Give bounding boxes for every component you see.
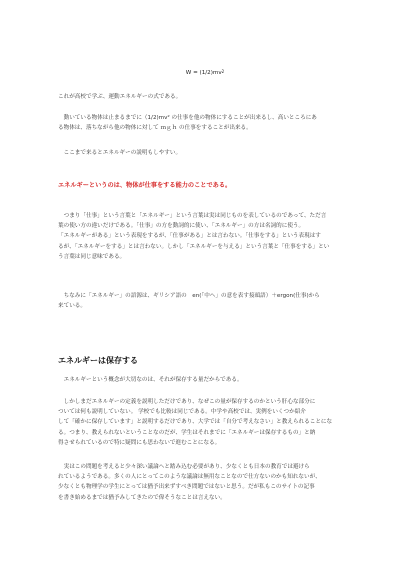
paragraph-line: 動いている物体は止まるまでに（1/2)mv² の仕事を他の物体にすることが出来るし、高いところにあ	[58, 115, 317, 121]
highlight-definition	[58, 181, 352, 191]
paragraph-transition	[58, 148, 352, 158]
paragraph-line: る。つまり、教えられないということなのだが、学生はそれまでに「エネルギーは保存するもの」と納	[58, 429, 316, 436]
highlight-line: エネルギーというのは、物体が仕事をする能力のことである。	[58, 182, 232, 189]
paragraph-line: しかしまだエネルギーの定義を説明しただけであり、なぜこの量が保存するのかという肝心な部分に	[58, 399, 316, 405]
paragraph-line: を書き始めるまでは猶予みしてきたので偉そうなことは言えない。	[58, 494, 226, 501]
paragraph-line: ついては何も説明していない。 学校でも比較は同じである。中学や高校では、実例をいくつか紹介	[58, 409, 306, 416]
paragraph-intro	[58, 92, 352, 102]
paragraph-line: つまり「仕事」という言葉と「エネルギー」という言葉は実は同じものを表しているのであって、ただ言	[58, 213, 327, 219]
formula-base: W = (1/2)mv	[185, 70, 222, 76]
paragraph-line: るが、「エネルギーをする」とは言わない。しかし「エネルギーを与える」という言葉と「仕事をする」とい	[58, 243, 330, 250]
formula-exponent: 2	[221, 69, 225, 74]
paragraph-work-vs-energy	[58, 211, 352, 262]
paragraph-line: エネルギーという概念が大切なのは、それが保存する量だからである。	[58, 377, 243, 383]
paragraph-line: ここまで来るとエネルギーの説明もしやすい。	[58, 150, 182, 156]
paragraph-line: 実はこの問題を考えると少々深い議論へと踏み込む必要があり、少なくとも日本の教育では避けら	[58, 464, 310, 470]
paragraph-definition-only	[58, 397, 352, 448]
paragraph-line: ちなみに「エネルギー」の語源は、ギリシア語の en(「中へ」の意を表す接頭語）＋ergon(仕事)から	[58, 293, 320, 299]
paragraph-line: う言葉は同じ意味である。	[58, 253, 126, 260]
paragraph-etymology	[58, 291, 352, 311]
paragraph-work-explanation	[58, 113, 352, 133]
paragraph-line: 「エネルギーがある」という表現をするが、「仕事がある」とは言わない。「仕事をする」という表現はす	[58, 233, 321, 240]
paragraph-line: る物体は、落ちながら他の物体に対して ｍｇｈ の仕事をすることが出来る。	[58, 125, 252, 132]
paragraph-line: これが高校で学ぶ、運動エネルギーの式である。	[58, 94, 182, 100]
section-heading: エネルギーは保存する	[58, 356, 138, 365]
paragraph-line: して「確かに保存しています」と説明するだけであり、大学では「自分で考えなさい」と教えられることにな	[58, 419, 333, 426]
paragraph-line: 来ている。	[58, 303, 86, 310]
paragraph-line: 葉の使い方の違いだけである。「仕事」の方を動詞的に使い、「エネルギー」の方は名詞的に使う。	[58, 223, 305, 230]
energy-formula	[0, 70, 410, 76]
paragraph-line: 少なくとも物理学の学生にとっては猶予出来ずすべき問題ではないと思う。だが私もこのサイトの記事	[58, 484, 315, 491]
paragraph-line: 得させられているので特に疑問にも思わないで進むことになる。	[58, 439, 221, 446]
paragraph-line: れているようである。多くの人にとってこのような議論は無用なことなので仕方ないのかも知れないが、	[58, 474, 321, 481]
paragraph-conservation	[58, 375, 352, 385]
paragraph-deep-discussion	[58, 462, 352, 503]
